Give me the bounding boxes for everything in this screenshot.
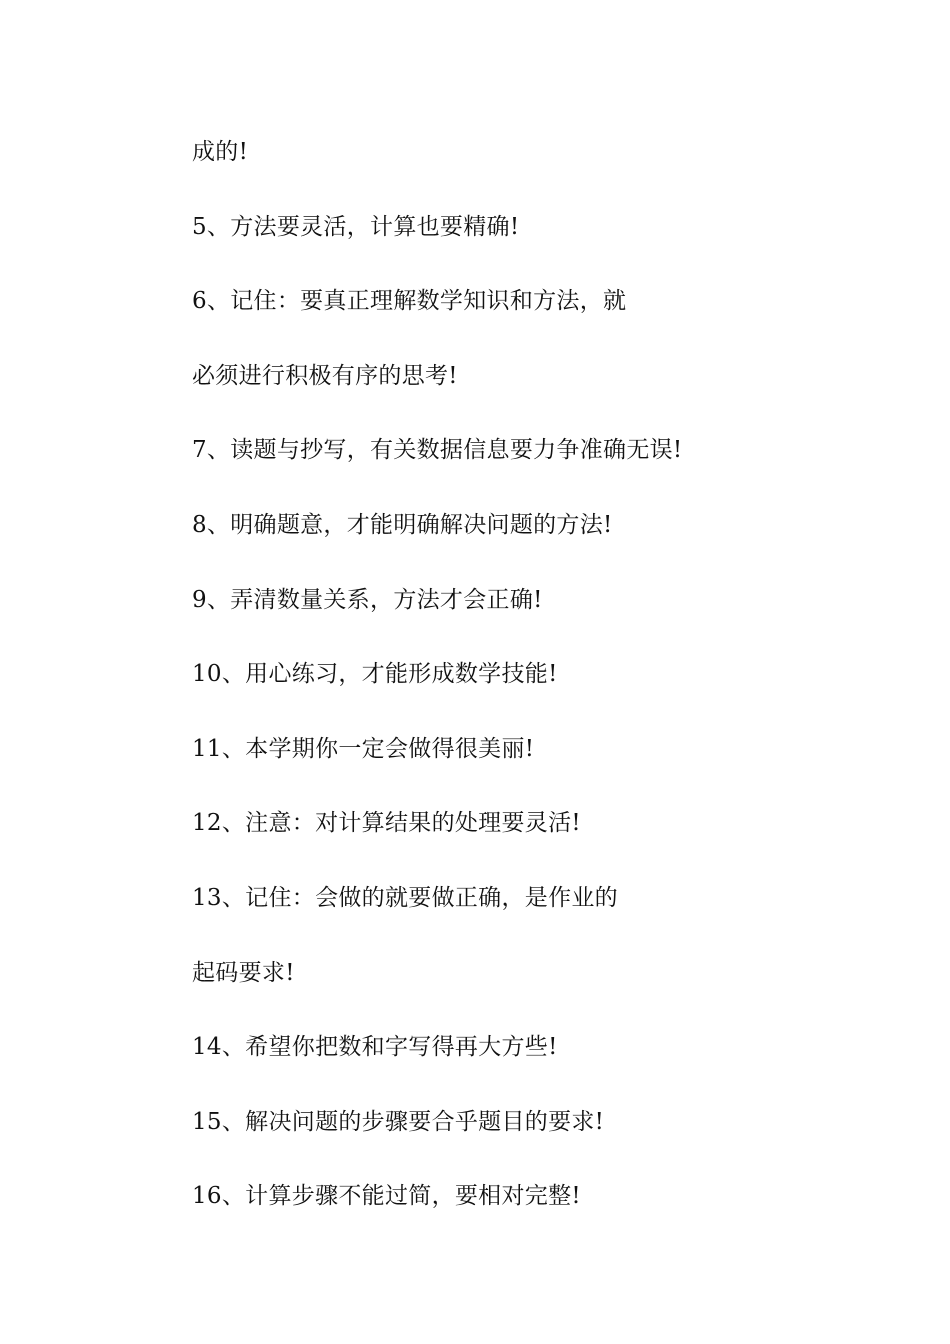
text-line: 11、本学期你一定会做得很美丽! xyxy=(192,735,535,762)
text-line: 成的! xyxy=(192,139,249,165)
text-line: 10、用心练习，才能形成数学技能! xyxy=(192,661,558,688)
text-line: 6、记住：要真正理解数学知识和方法，就 xyxy=(192,288,627,315)
text-line: 8、明确题意，才能明确解决问题的方法! xyxy=(192,511,613,538)
text-line: 12、注意：对计算结果的处理要灵活! xyxy=(192,810,581,837)
text-line: 7、读题与抄写，有关数据信息要力争准确无误! xyxy=(192,437,683,464)
text-body xyxy=(192,132,892,1251)
text-line: 13、记住：会做的就要做正确，是作业的 xyxy=(192,884,618,911)
text-line: 16、计算步骤不能过简，要相对完整! xyxy=(192,1183,581,1210)
text-line: 9、弄清数量关系，方法才会正确! xyxy=(192,586,543,613)
text-line: 必须进行积极有序的思考! xyxy=(192,362,458,389)
text-line: 14、希望你把数和字写得再大方些! xyxy=(192,1034,558,1061)
text-line: 15、解决问题的步骤要合乎题目的要求! xyxy=(192,1108,605,1135)
text-line: 5、方法要灵活，计算也要精确! xyxy=(192,213,520,240)
text-line: 起码要求! xyxy=(192,959,295,986)
